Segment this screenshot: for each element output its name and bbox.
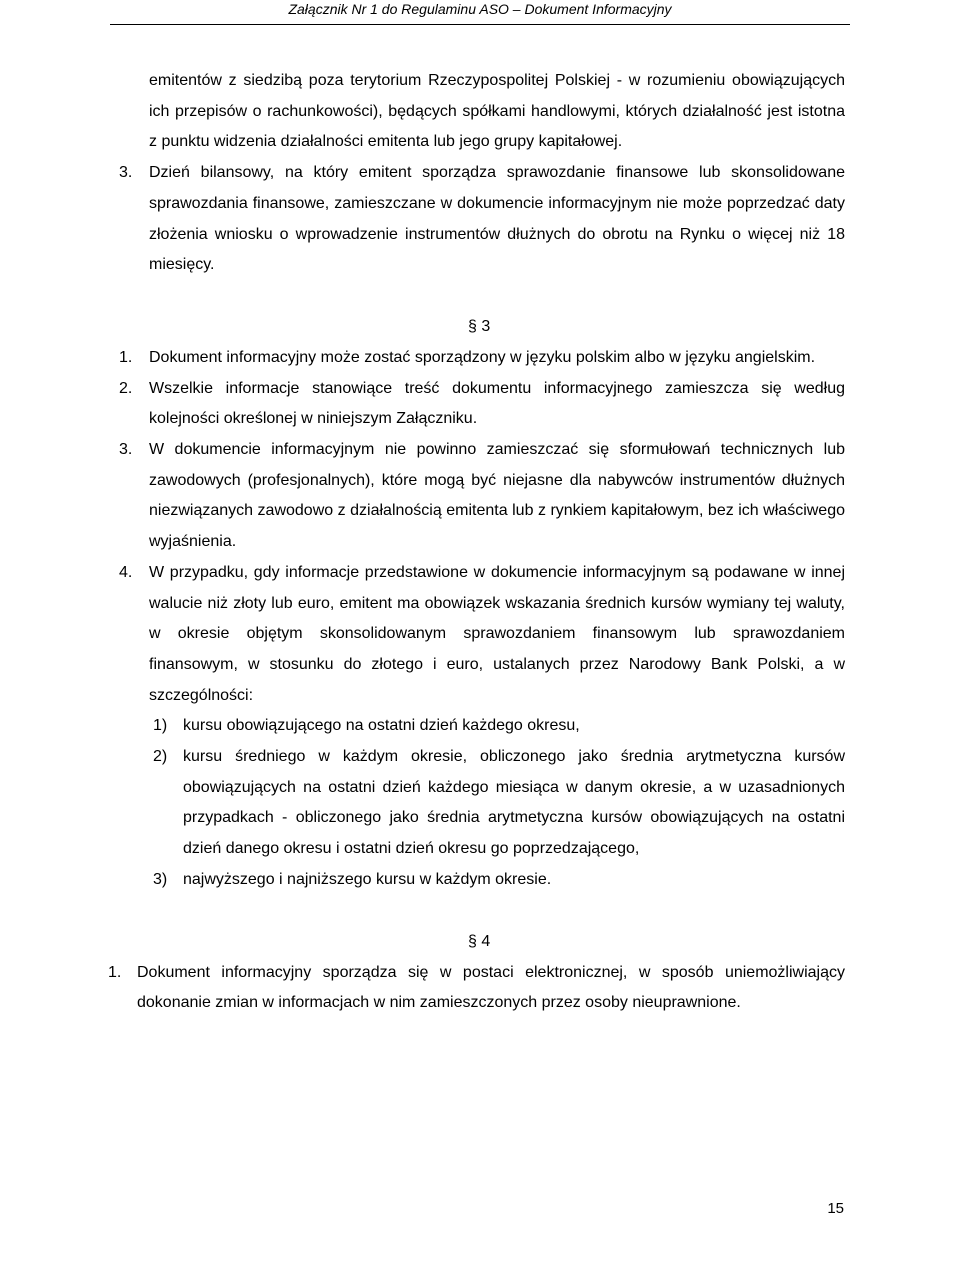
section-4-heading: § 4 [468,932,491,950]
list-item [0,958,960,1019]
subitem-text: najwyższego i najniższego kursu w każdym okresie. [183,870,552,888]
item-number: 1. [108,963,122,981]
subitem-number: 3) [153,870,168,888]
sub-list-item [0,742,960,865]
page-number: 15 [827,1200,844,1217]
header-divider [110,24,850,25]
item-text: Wszelkie informacje stanowiące treść dokumentu informacyjnego zamieszcza się według kolejności określonej w niniejszym Załączniku. [149,379,845,428]
item-text: Dokument informacyjny może zostać sporządzony w języku polskim albo w języku angielskim. [149,348,816,366]
item-text: Dokument informacyjny sporządza się w postaci elektronicznej, w sposób uniemożliwiający dokonanie zmian w informacjach w nim zamieszczonych przez osoby nieuprawnione. [137,963,845,1012]
item-text: W przypadku, gdy informacje przedstawione w dokumencie informacyjnym są podawane w innej walucie niż złoty lub euro, emitent ma obowiązek wskazania średnich kursów wymiany tej waluty, w okresie objętym skonsolidowanym sprawozdaniem finansowym lub sprawozdaniem finansowym, w stosunku do złotego i euro, ustalanych przez Narodowy Bank Polski, a w szczególności: [149,563,845,704]
page-header [0,0,960,26]
item-number: 2. [119,379,133,397]
item-number: 4. [119,563,133,581]
document-body [0,66,960,1019]
list-item [0,435,960,558]
list-item [0,558,960,712]
intro-paragraph: emitentów z siedzibą poza terytorium Rzeczypospolitej Polskiej - w rozumieniu obowiązujących ich przepisów o rachunkowości), będących spółkami handlowymi, których działalność jest istotna z punktu widzenia działalności emitenta lub jego grupy kapitałowej. [149,72,845,151]
subitem-text: kursu obowiązującego na ostatni dzień każdego okresu, [183,717,580,735]
list-item-3 [0,158,960,281]
item-text: Dzień bilansowy, na który emitent sporządza sprawozdanie finansowe lub skonsolidowane sprawozdania finansowe, zamieszczane w dokumencie informacyjnym nie może poprzedzać daty złożenia wniosku o wprowadzenie instrumentów dłużnych do obrotu na Rynku o więcej niż 18 miesięcy. [149,164,845,274]
item-text: W dokumencie informacyjnym nie powinno zamieszczać się sformułowań technicznych lub zawodowych (profesjonalnych), które mogą być niejasne dla nabywców instrumentów dłużnych niezwiązanych zawodowo z działalnością emitenta lub z rynkiem kapitałowym, bez ich właściwego wyjaśnienia. [149,441,845,551]
item-number: 3. [119,164,133,182]
header-title: Załącznik Nr 1 do Regulaminu ASO – Dokument Informacyjny [288,1,672,17]
item-number: 3. [119,441,133,459]
subitem-number: 1) [153,717,168,735]
sub-list-item [0,711,960,742]
item-number: 1. [119,348,133,366]
subitem-number: 2) [153,748,168,766]
subitem-text: kursu średniego w każdym okresie, obliczonego jako średnia arytmetyczna kursów obowiązujących na ostatni dzień każdego miesiąca w danym okresie, a w uzasadnionych przypadkach - obliczonego jako średnia arytmetyczna kursów obowiązujących na ostatni dzień danego okresu i ostatni dzień okresu go poprzedzającego, [183,748,845,858]
section-3-heading: § 3 [468,317,491,335]
list-item [0,343,960,374]
list-item [0,374,960,435]
sub-list-item [0,865,960,896]
